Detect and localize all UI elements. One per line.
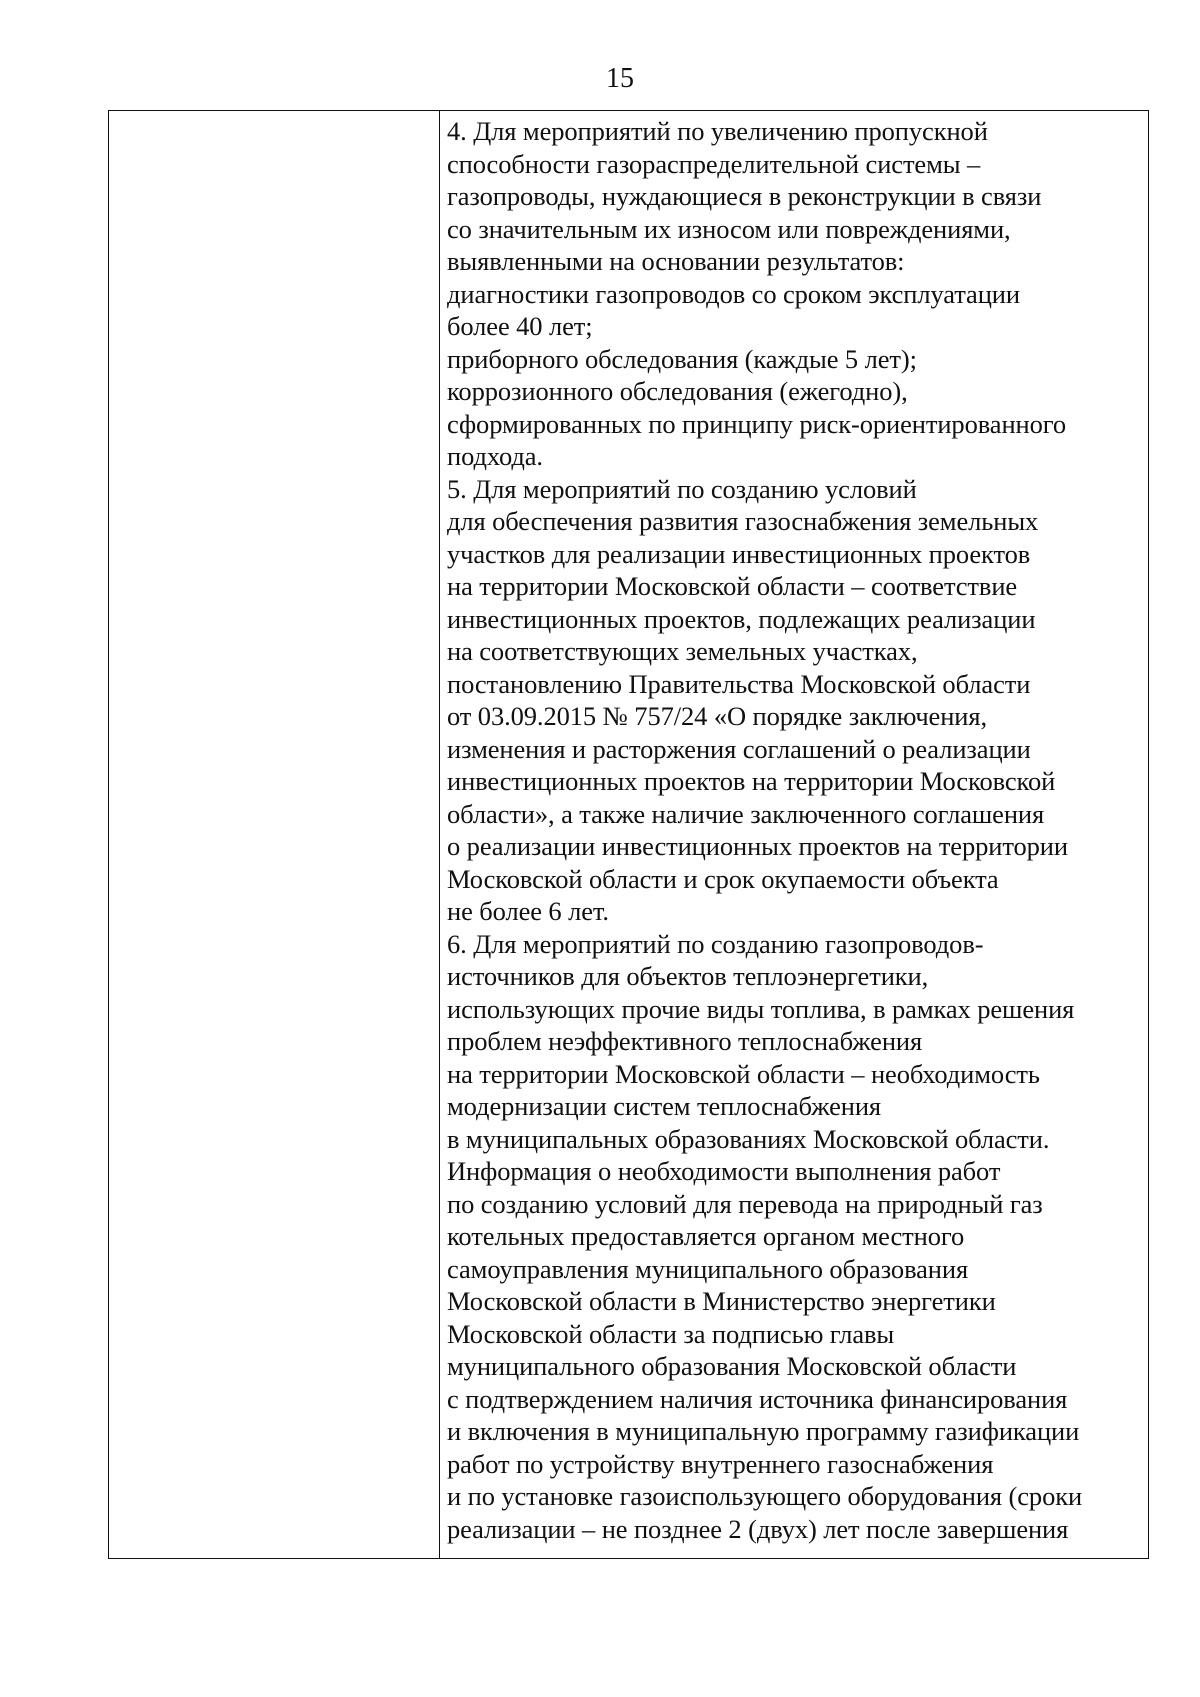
text-line: приборного обследования (каждые 5 лет); <box>447 343 917 374</box>
text-line: Московской области в Министерство энергетики <box>447 1286 996 1316</box>
text-line: и по установке газоиспользующего оборудования (сроки <box>447 1481 1083 1511</box>
text-line: о реализации инвестиционных проектов на территории <box>447 831 1068 861</box>
text-line: более 40 лет; <box>447 311 593 341</box>
table-left-cell <box>109 111 439 1558</box>
text-line: муниципального образования Московской области <box>447 1351 1017 1381</box>
text-line: и включения в муниципальную программу газификации <box>447 1416 1080 1446</box>
text-line: источников для объектов теплоэнергетики, <box>447 961 929 991</box>
text-line: котельных предоставляется органом местного <box>447 1221 965 1251</box>
text-line: Московской области за подписью главы <box>447 1318 895 1349</box>
text-line: со значительным их износом или повреждениями, <box>447 213 1011 244</box>
text-line: изменения и расторжения соглашений о реализации <box>447 733 1031 764</box>
text-line: инвестиционных проектов, подлежащих реализации <box>447 603 1036 634</box>
text-line: модернизации систем теплоснабжения <box>447 1091 882 1121</box>
text-line: использующих прочие виды топлива, в рамках решения <box>447 993 1075 1024</box>
text-line: не более 6 лет. <box>447 896 609 926</box>
text-line: участков для реализации инвестиционных проектов <box>447 538 1031 569</box>
text-line: проблем неэффективного теплоснабжения <box>447 1026 923 1056</box>
text-line: для обеспечения развития газоснабжения земельных <box>447 506 1039 536</box>
text-line: области», а также наличие заключенного соглашения <box>447 798 1045 829</box>
text-line: работ по устройству внутреннего газоснабжения <box>447 1448 994 1479</box>
text-line: 5. Для мероприятий по созданию условий <box>447 473 917 504</box>
text-line: диагностики газопроводов со сроком эксплуатации <box>447 278 1020 309</box>
text-line: инвестиционных проектов на территории Московской <box>447 766 1056 796</box>
text-line: сформированных по принципу риск-ориентированного <box>447 408 1067 439</box>
text-line: 6. Для мероприятий по созданию газопроводов- <box>447 928 984 959</box>
text-line: на соответствующих земельных участках, <box>447 636 918 666</box>
text-line: подхода. <box>447 441 543 471</box>
text-line: реализации – не позднее 2 (двух) лет после завершения <box>447 1513 1069 1544</box>
column-divider <box>439 111 440 1558</box>
text-line: постановлению Правительства Московской области <box>447 668 1031 699</box>
text-line: по созданию условий для перевода на природный газ <box>447 1188 1043 1219</box>
text-line: способности газораспределительной системы – <box>447 148 981 179</box>
table-right-cell <box>447 115 1144 1558</box>
text-line: Информация о необходимости выполнения работ <box>447 1156 1001 1186</box>
page-number: 15 <box>606 63 634 94</box>
text-line: самоуправления муниципального образования <box>447 1253 969 1284</box>
text-line: Московской области и срок окупаемости объекта <box>447 863 999 894</box>
text-line: от 03.09.2015 № 757/24 «О порядке заключения, <box>447 701 987 731</box>
text-line: выявленными на основании результатов: <box>447 246 905 276</box>
document-table <box>108 110 1149 1559</box>
text-line: на территории Московской области – соответствие <box>447 571 1018 601</box>
text-line: 4. Для мероприятий по увеличению пропускной <box>447 116 988 146</box>
text-line: газопроводы, нуждающиеся в реконструкции в связи <box>447 181 1042 211</box>
text-line: в муниципальных образованиях Московской области. <box>447 1123 1050 1154</box>
text-line: на территории Московской области – необходимость <box>447 1058 1040 1089</box>
text-line: коррозионного обследования (ежегодно), <box>447 376 908 406</box>
text-line: с подтверждением наличия источника финансирования <box>447 1383 1068 1414</box>
